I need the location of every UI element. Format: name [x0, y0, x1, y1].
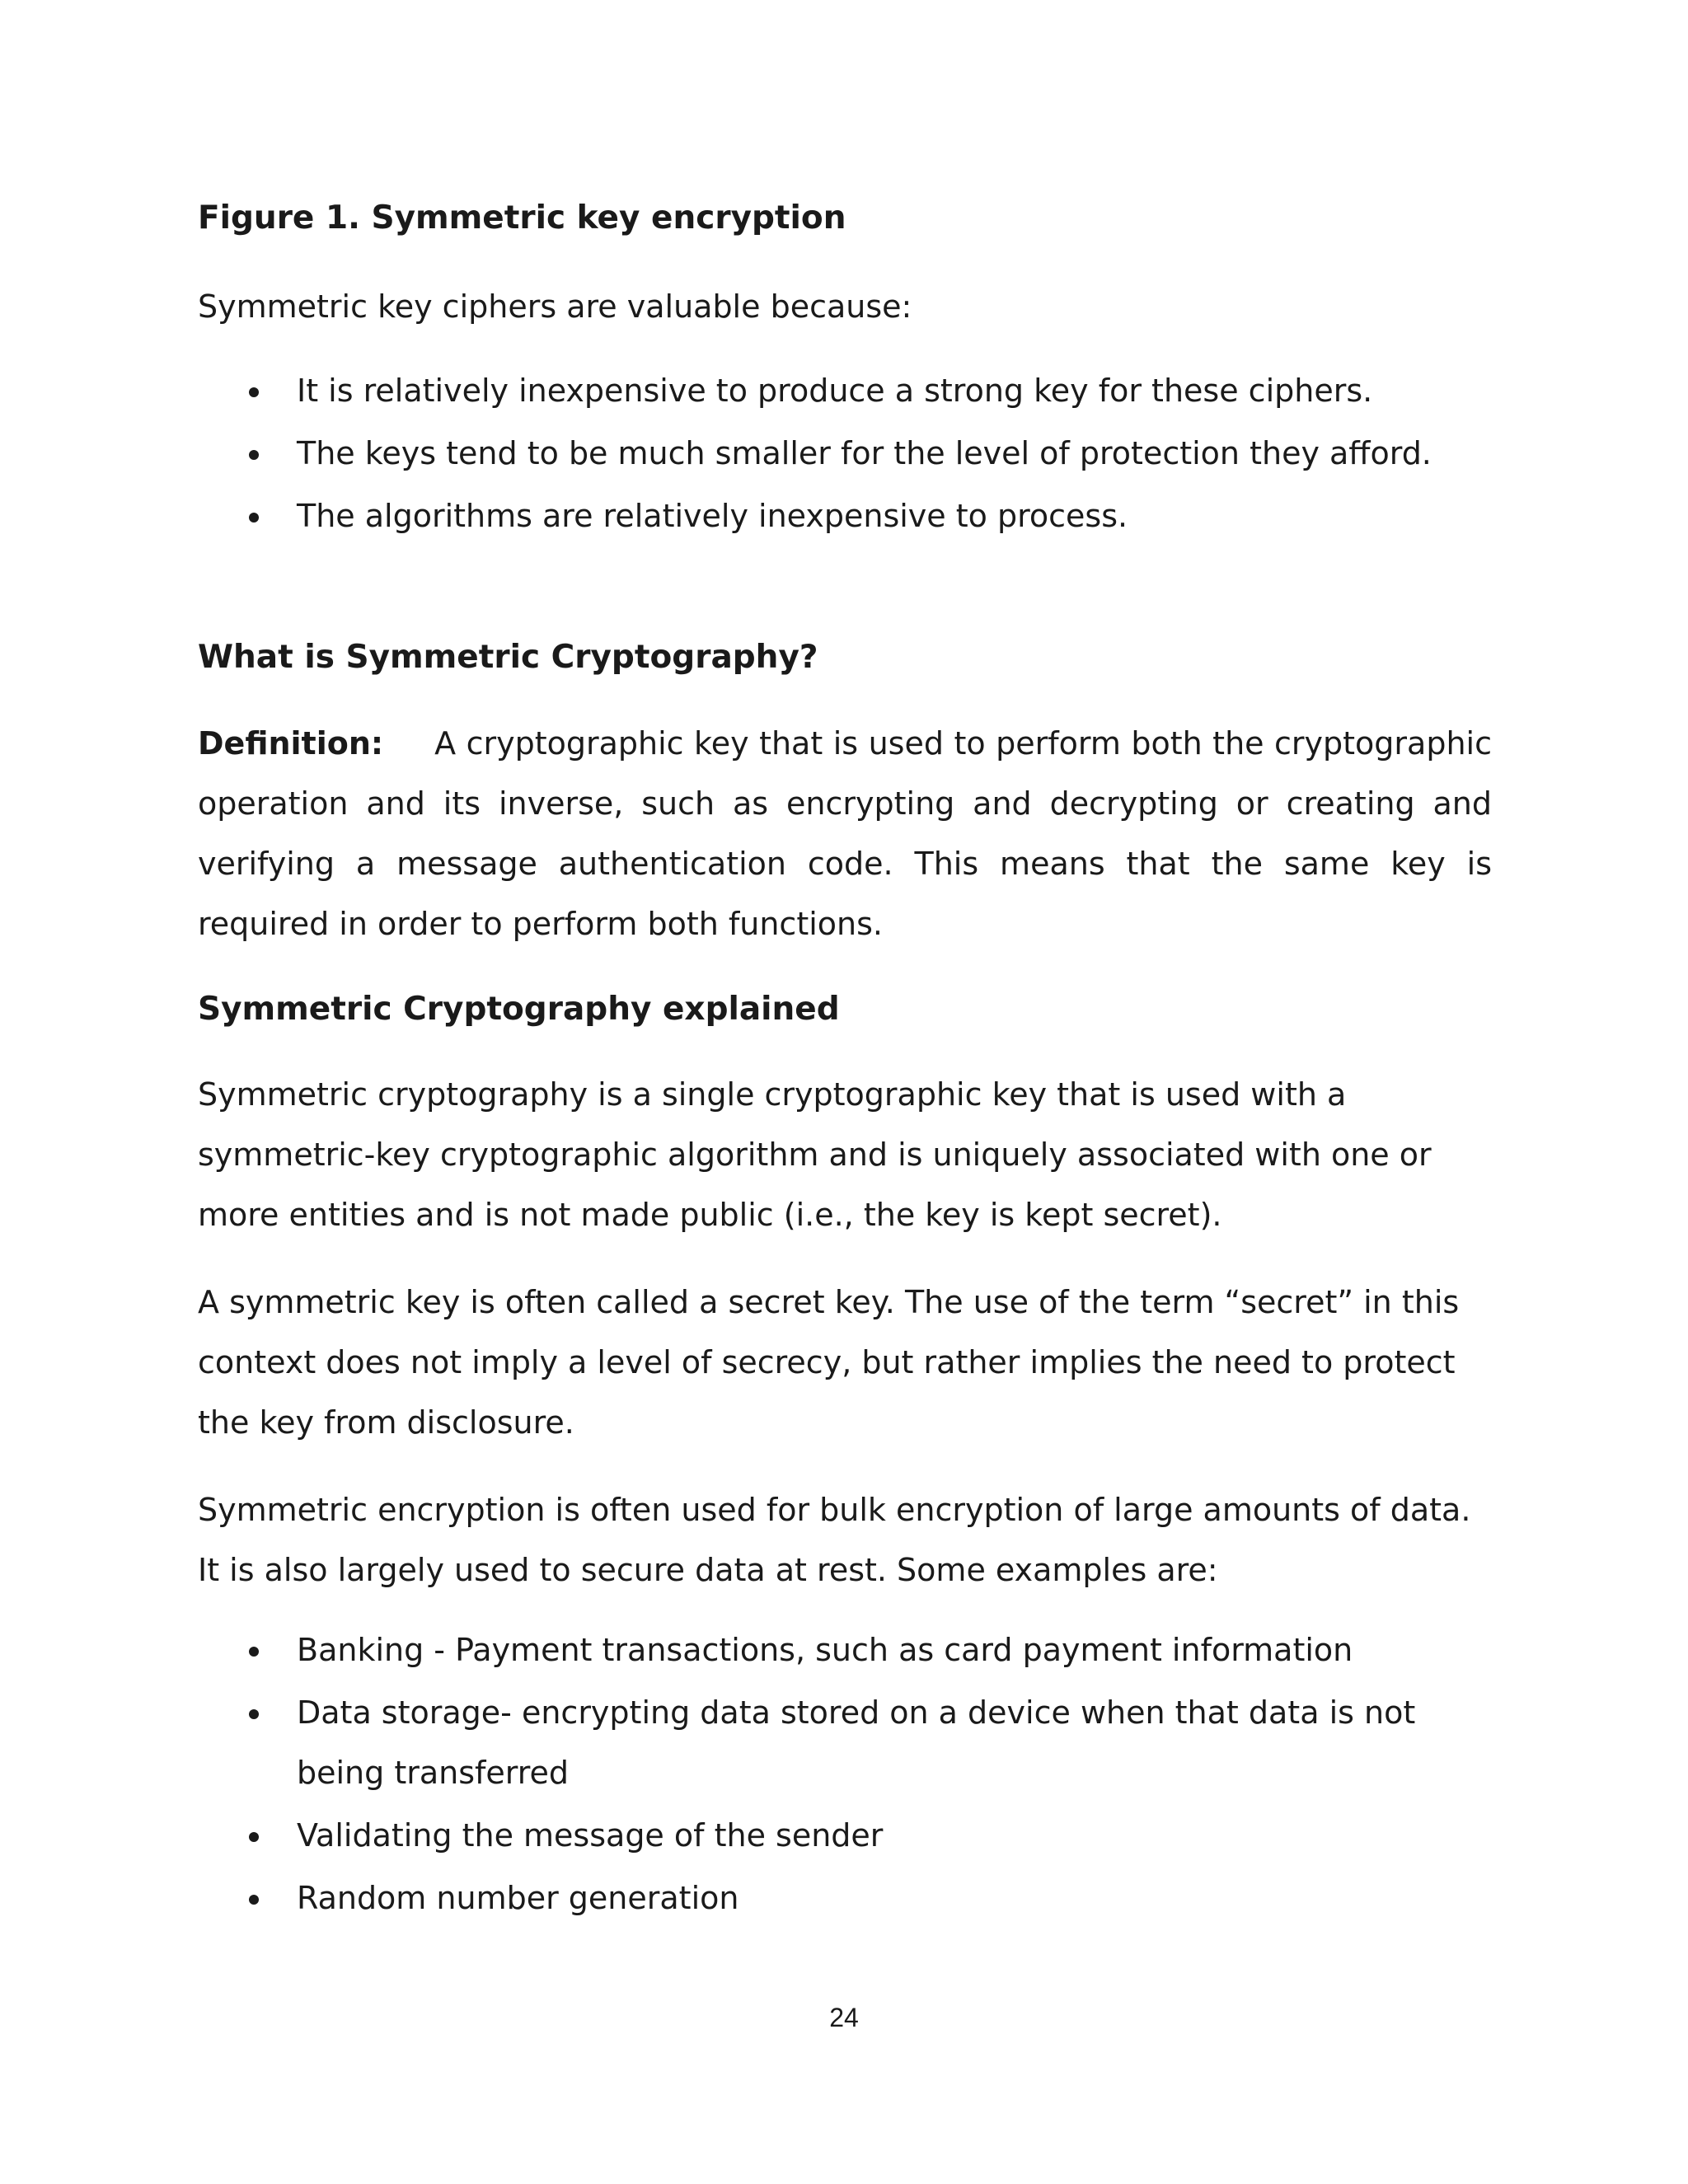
figure-caption: Figure 1. Symmetric key encryption: [198, 199, 846, 237]
paragraph-single-key: Symmetric cryptography is a single cryptographic key that is used with a symmetric-key cryptographic algorithm and is uniquely associated with one or more entities and is not made public (i.e., the key is kept secret).: [198, 1076, 1432, 1233]
intro-text: Symmetric key ciphers are valuable because:: [198, 288, 912, 325]
bullet-icon: [249, 1709, 259, 1719]
list-item-text: Validating the message of the sender: [297, 1817, 884, 1854]
definition-text: A cryptographic key that is used to perform both the cryptographic operation and its inverse, such as encrypting and decrypting or creating and verifying a message authentication code. This means that the same key is required in order to perform both functions.: [198, 725, 1492, 942]
benefits-list: [198, 361, 1492, 549]
list-item: [198, 1620, 1492, 1680]
list-item-text: The keys tend to be much smaller for the level of protection they afford.: [297, 435, 1432, 471]
list-item: [198, 1806, 1492, 1866]
list-item: [198, 424, 1492, 484]
list-item: [198, 361, 1492, 421]
list-item: [198, 1683, 1492, 1803]
bullet-icon: [249, 1895, 259, 1905]
list-item-text: Data storage- encrypting data stored on a device when that data is not being transferred: [297, 1694, 1416, 1791]
bullet-icon: [249, 513, 259, 523]
paragraph-bulk-encryption: Symmetric encryption is often used for bulk encryption of large amounts of data. It is also largely used to secure data at rest. Some examples are:: [198, 1492, 1471, 1588]
section-heading-explained: Symmetric Cryptography explained: [198, 991, 840, 1028]
bullet-icon: [249, 1832, 259, 1842]
paragraph-secret-key: A symmetric key is often called a secret key. The use of the term “secret” in this context does not imply a level of secrecy, but rather implies the need to protect the key from disclosure.: [198, 1284, 1460, 1441]
examples-list: [198, 1620, 1492, 1931]
definition-paragraph: [198, 714, 1492, 954]
list-item: [198, 1868, 1492, 1929]
bullet-icon: [249, 1647, 259, 1657]
list-item-text: The algorithms are relatively inexpensive to process.: [297, 498, 1128, 534]
bullet-icon: [249, 450, 259, 460]
list-item: [198, 486, 1492, 546]
section-heading-what: What is Symmetric Cryptography?: [198, 639, 818, 676]
list-item-text: Random number generation: [297, 1880, 739, 1916]
page-number: 24: [829, 2003, 859, 2032]
list-item-text: Banking - Payment transactions, such as card payment information: [297, 1632, 1353, 1668]
list-item-text: It is relatively inexpensive to produce a strong key for these ciphers.: [297, 373, 1373, 409]
definition-label: Definition:: [198, 725, 384, 762]
bullet-icon: [249, 387, 259, 397]
